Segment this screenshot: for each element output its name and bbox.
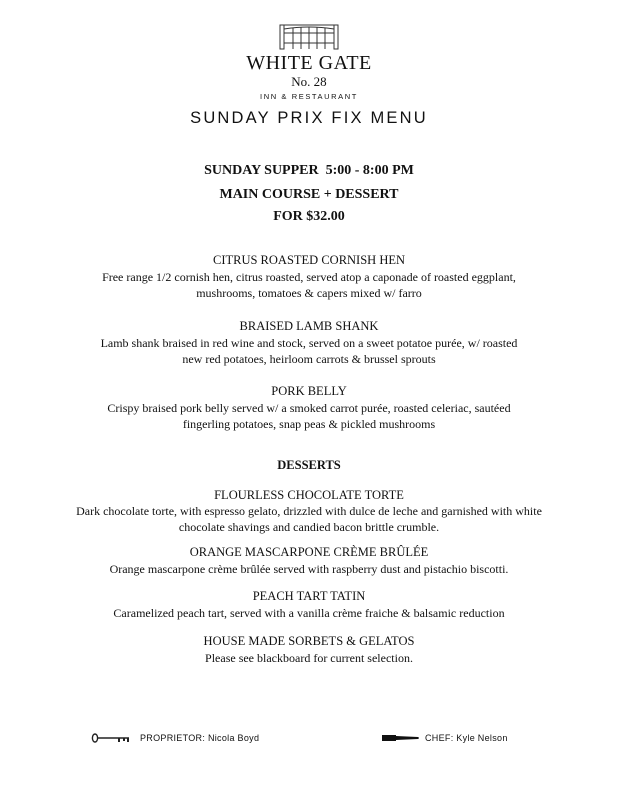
description-line: Crispy braised pork belly served w/ a smoked carrot purée, roasted celeriac, sautéed bbox=[107, 401, 511, 415]
description-line: Free range 1/2 cornish hen, citrus roasted, served atop a caponade of roasted eggplant, bbox=[102, 270, 516, 284]
dessert-description bbox=[0, 503, 618, 535]
chef-credit: CHEF: Kyle Nelson bbox=[425, 733, 508, 743]
brand-name: WHITE GATE bbox=[246, 52, 372, 74]
price-heading: FOR $32.00 bbox=[273, 209, 345, 224]
dessert-name: PEACH TART TATIN bbox=[252, 589, 366, 603]
knife-icon bbox=[382, 733, 420, 743]
main-dish-name: PORK BELLY bbox=[271, 384, 347, 398]
main-dish-name: CITRUS ROASTED CORNISH HEN bbox=[212, 253, 406, 267]
description-line: Dark chocolate torte, with espresso gelato, drizzled with dulce de leche and garnished with white bbox=[76, 504, 542, 518]
dessert-name: HOUSE MADE SORBETS & GELATOS bbox=[203, 634, 415, 648]
dessert-description bbox=[0, 605, 618, 621]
menu-title: SUNDAY PRIX FIX MENU bbox=[190, 109, 428, 127]
gate-logo-icon bbox=[279, 23, 339, 50]
proprietor-credit: PROPRIETOR: Nicola Boyd bbox=[140, 733, 260, 743]
description-line: Please see blackboard for current selection. bbox=[205, 651, 413, 665]
dessert-description bbox=[0, 650, 618, 666]
description-line: Caramelized peach tart, served with a vanilla crème fraiche & balsamic reduction bbox=[113, 606, 505, 620]
description-line: fingerling potatoes, snap peas & pickled mushrooms bbox=[182, 417, 436, 431]
key-icon bbox=[91, 732, 131, 744]
description-line: Orange mascarpone crème brûlée served with raspberry dust and pistachio biscotti. bbox=[109, 562, 509, 576]
main-dish-description bbox=[0, 269, 618, 301]
supper-time-heading: SUNDAY SUPPER 5:00 - 8:00 PM bbox=[204, 163, 414, 178]
brand-number: No. 28 bbox=[291, 74, 327, 89]
description-line: chocolate shavings and candied bacon brittle crumble. bbox=[178, 520, 440, 534]
description-line: Lamb shank braised in red wine and stock, served on a sweet potatoe purée, w/ roasted bbox=[100, 336, 518, 350]
main-dish-description bbox=[0, 335, 618, 367]
brand-tagline: INN & RESTAURANT bbox=[260, 92, 358, 101]
course-heading: MAIN COURSE + DESSERT bbox=[219, 187, 399, 202]
dessert-description bbox=[0, 561, 618, 577]
main-dish-description bbox=[0, 400, 618, 432]
dessert-name: FLOURLESS CHOCOLATE TORTE bbox=[214, 488, 404, 502]
dessert-name: ORANGE MASCARPONE CRÈME BRÛLÉE bbox=[189, 545, 429, 559]
desserts-heading: DESSERTS bbox=[277, 458, 341, 472]
description-line: new red potatoes, heirloom carrots & brussel sprouts bbox=[182, 352, 436, 366]
description-line: mushrooms, tomatoes & capers mixed w/ farro bbox=[196, 286, 422, 300]
main-dish-name: BRAISED LAMB SHANK bbox=[239, 319, 379, 333]
